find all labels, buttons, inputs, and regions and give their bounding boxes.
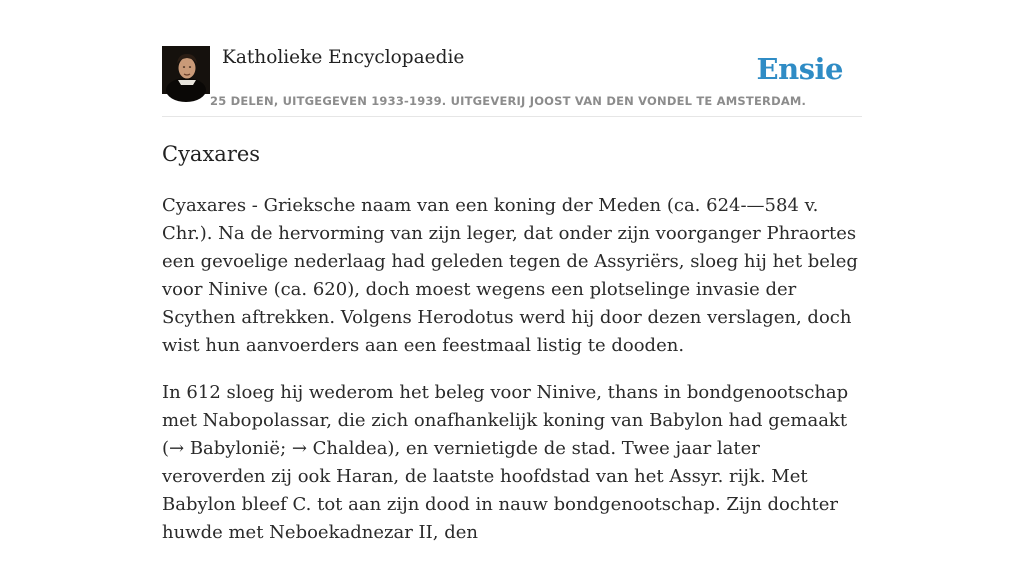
article-body — [162, 192, 862, 566]
article-paragraph: In 612 sloeg hij wederom het beleg voor Ninive, thans in bondgenootschap met Nabopolassar, die zich onafhankelijk koning van Babylon had gemaakt (→ Babylonië; → Chaldea), en vernietigde de stad. Twee jaar later veroverden zij ook Haran, de laatste hoofdstad van het Assyr. rijk. Met Babylon bleef C. tot aan zijn dood in nauw bondgenootschap. Zijn dochter huwde met Neboekadnezar II, den — [162, 382, 849, 543]
entry-title: Cyaxares — [162, 142, 261, 166]
brand-logo[interactable]: Ensie — [756, 52, 843, 86]
source-subtitle: 25 DELEN, UITGEGEVEN 1933-1939. UITGEVERIJ JOOST VAN DEN VONDEL TE AMSTERDAM. — [210, 94, 807, 108]
portrait-avatar-icon[interactable] — [162, 46, 210, 94]
article-paragraph: Cyaxares - Grieksche naam van een koning der Meden (ca. 624-—584 v. Chr.). Na de hervorming van zijn leger, dat onder zijn voorganger Phraortes een gevoelige nederlaag had geleden tegen de Assyriërs, sloeg hij het beleg voor Ninive (ca. 620), doch moest wegens een plotselinge invasie der Scythen aftrekken. Volgens Herodotus werd hij door dezen verslagen, doch wist hun aanvoerders aan een feestmaal listig te dooden. — [162, 195, 858, 356]
source-title[interactable]: Katholieke Encyclopaedie — [222, 47, 465, 68]
site-header — [162, 46, 862, 117]
